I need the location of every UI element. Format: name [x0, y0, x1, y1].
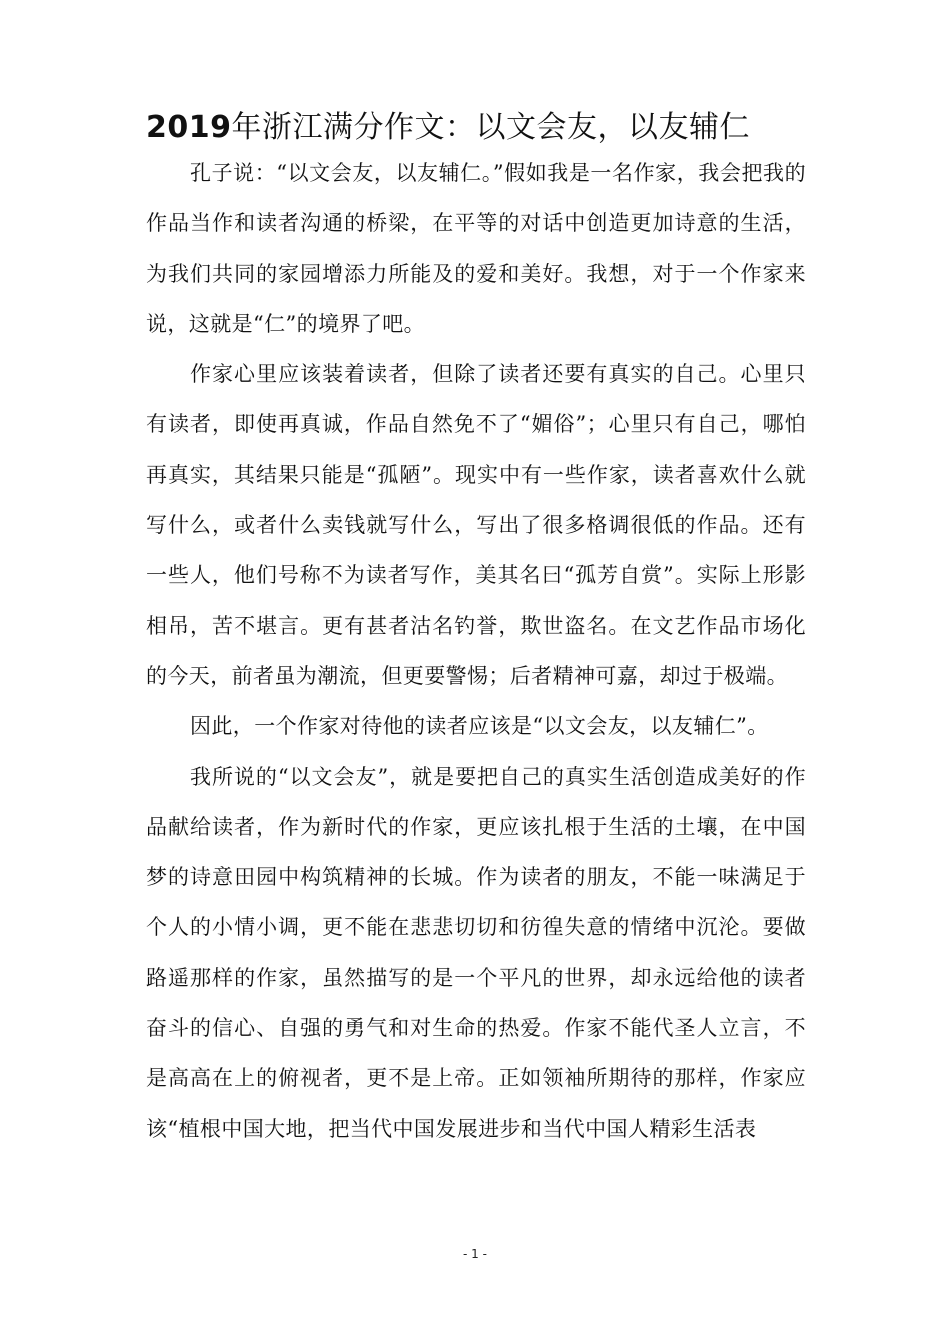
title-year: 2019: [146, 110, 232, 145]
paragraph-4: 我所说的“以文会友”，就是要把自己的真实生活创造成美好的作品献给读者，作为新时代的作家，更应该扎根于生活的土壤，在中国梦的诗意田园中构筑精神的长城。作为读者的朋友，不能一味满足于个人的小情小调，更不能在悲悲切切和彷徨失意的情绪中沉沦。要做路遥那样的作家，虽然描写的是一个平凡的世界，却永远给他的读者奋斗的信心、自强的勇气和对生命的热爱。作家不能代圣人立言，不是高高在上的俯视者，更不是上帝。正如领袖所期待的那样，作家应该“植根中国大地，把当代中国发展进步和当代中国人精彩生活表: [146, 764, 806, 1141]
page-number: - 1 -: [463, 1247, 487, 1261]
paragraph-2: 作家心里应该装着读者，但除了读者还要有真实的自己。心里只有读者，即使再真诚，作品自然免不了“媚俗”；心里只有自己，哪怕再真实，其结果只能是“孤陋”。现实中有一些作家，读者喜欢什么就写什么，或者什么卖钱就写什么，写出了很多格调很低的作品。还有一些人，他们号称不为读者写作，美其名曰“孤芳自赏”。实际上形影相吊，苦不堪言。更有甚者沽名钓誉，欺世盗名。在文艺作品市场化的今天，前者虽为潮流，但更要警惕；后者精神可嘉，却过于极端。: [146, 362, 806, 688]
paragraph-1: 孔子说：“以文会友，以友辅仁。”假如我是一名作家，我会把我的作品当作和读者沟通的桥梁，在平等的对话中创造更加诗意的生活，为我们共同的家园增添力所能及的爱和美好。我想，对于一个作家来说，这就是“仁”的境界了吧。: [146, 161, 806, 336]
document-title: [146, 104, 846, 152]
title-text: 年浙江满分作文：以文会友，以友辅仁: [231, 110, 750, 145]
document-body: [146, 148, 806, 1154]
paragraph-3: 因此，一个作家对待他的读者应该是“以文会友，以友辅仁”。: [190, 714, 769, 739]
